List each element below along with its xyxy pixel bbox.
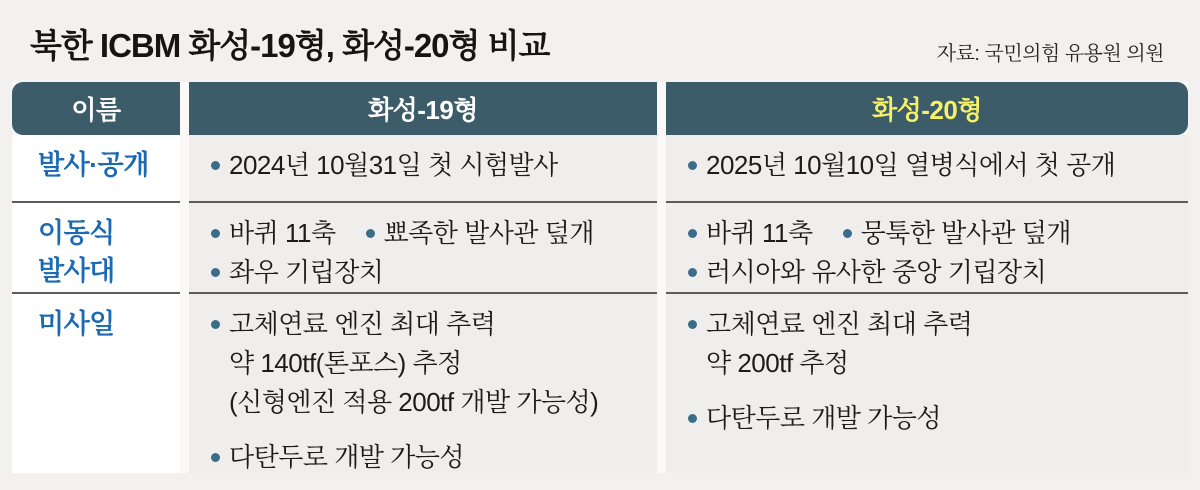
bullet-text [229,305,598,422]
page-title: 북한 ICBM 화성-19형, 화성-20형 비교 [30,27,550,64]
bullet-text: 바퀴 11축 [229,218,336,248]
cell-hwasong20-missile [666,292,1188,473]
bullet-item [843,214,1071,253]
row-label-line: 이동식 [38,218,115,248]
bullet-icon [688,414,697,423]
bullet-icon [366,229,375,238]
row-label-missile [12,292,180,473]
bullet-text: 2024년 10월31일 첫 시험발사 [229,150,558,180]
bullet-icon [688,268,697,277]
bullet-item [211,214,336,253]
row-label-launcher [12,201,180,292]
bullet-icon [211,320,220,329]
bullet-text [706,305,972,383]
cell-hwasong19-missile [189,292,657,473]
bullet-item [211,305,647,422]
column-header-hwasong20: 화성-20형 [666,82,1188,135]
bullet-item [366,214,594,253]
cell-hwasong20-launcher [666,201,1188,292]
bullet-icon [211,453,220,462]
bullet-text-line: 약 140tf(톤포스) 추정 [229,348,462,378]
bullet-text: 뾰족한 발사관 덮개 [383,218,594,248]
bullet-item [688,214,813,253]
comparison-table [12,82,1188,473]
bullet-pair-row [211,214,647,253]
bullet-item [688,305,1178,383]
cell-hwasong19-launcher [189,201,657,292]
bullet-icon [211,268,220,277]
bullet-icon [688,320,697,329]
bullet-text-line: 약 200tf 추정 [706,348,849,378]
bullet-text-line: (신형엔진 적용 200tf 개발 가능성) [229,387,599,417]
bullet-icon [211,229,220,238]
bullet-item [211,253,647,292]
bullet-icon [688,229,697,238]
bullet-item [211,438,647,477]
bullet-text-line: 고체연료 엔진 최대 추력 [229,309,496,339]
bullet-item [211,146,647,185]
bullet-text: 다탄두로 개발 가능성 [706,403,941,433]
column-header-hwasong19: 화성-19형 [189,82,657,135]
bullet-item [688,399,1178,438]
row-label-line: 발사대 [38,255,115,286]
cell-hwasong19-launch [189,135,657,201]
bullet-text: 다탄두로 개발 가능성 [229,442,464,472]
row-label-launch-reveal [12,135,180,201]
bullet-icon [211,161,220,170]
bullet-text: 뭉툭한 발사관 덮개 [860,218,1071,248]
bullet-item [688,146,1178,185]
cell-hwasong20-launch [666,135,1188,201]
row-label-line: 미사일 [38,309,115,339]
bullet-icon [688,161,697,170]
bullet-text: 2025년 10월10일 열병식에서 첫 공개 [706,150,1116,180]
bullet-text-line: 고체연료 엔진 최대 추력 [706,309,973,339]
bullet-icon [843,229,852,238]
column-header-name: 이름 [12,82,180,135]
bullet-item [688,253,1178,292]
row-label-line: 발사·공개 [38,150,149,180]
bullet-pair-row [688,214,1178,253]
bullet-text: 바퀴 11축 [706,218,813,248]
bullet-text: 좌우 기립장치 [229,257,384,287]
source-credit: 자료: 국민의힘 유용원 의원 [936,43,1164,65]
bullet-text: 러시아와 유사한 중앙 기립장치 [706,257,1047,287]
